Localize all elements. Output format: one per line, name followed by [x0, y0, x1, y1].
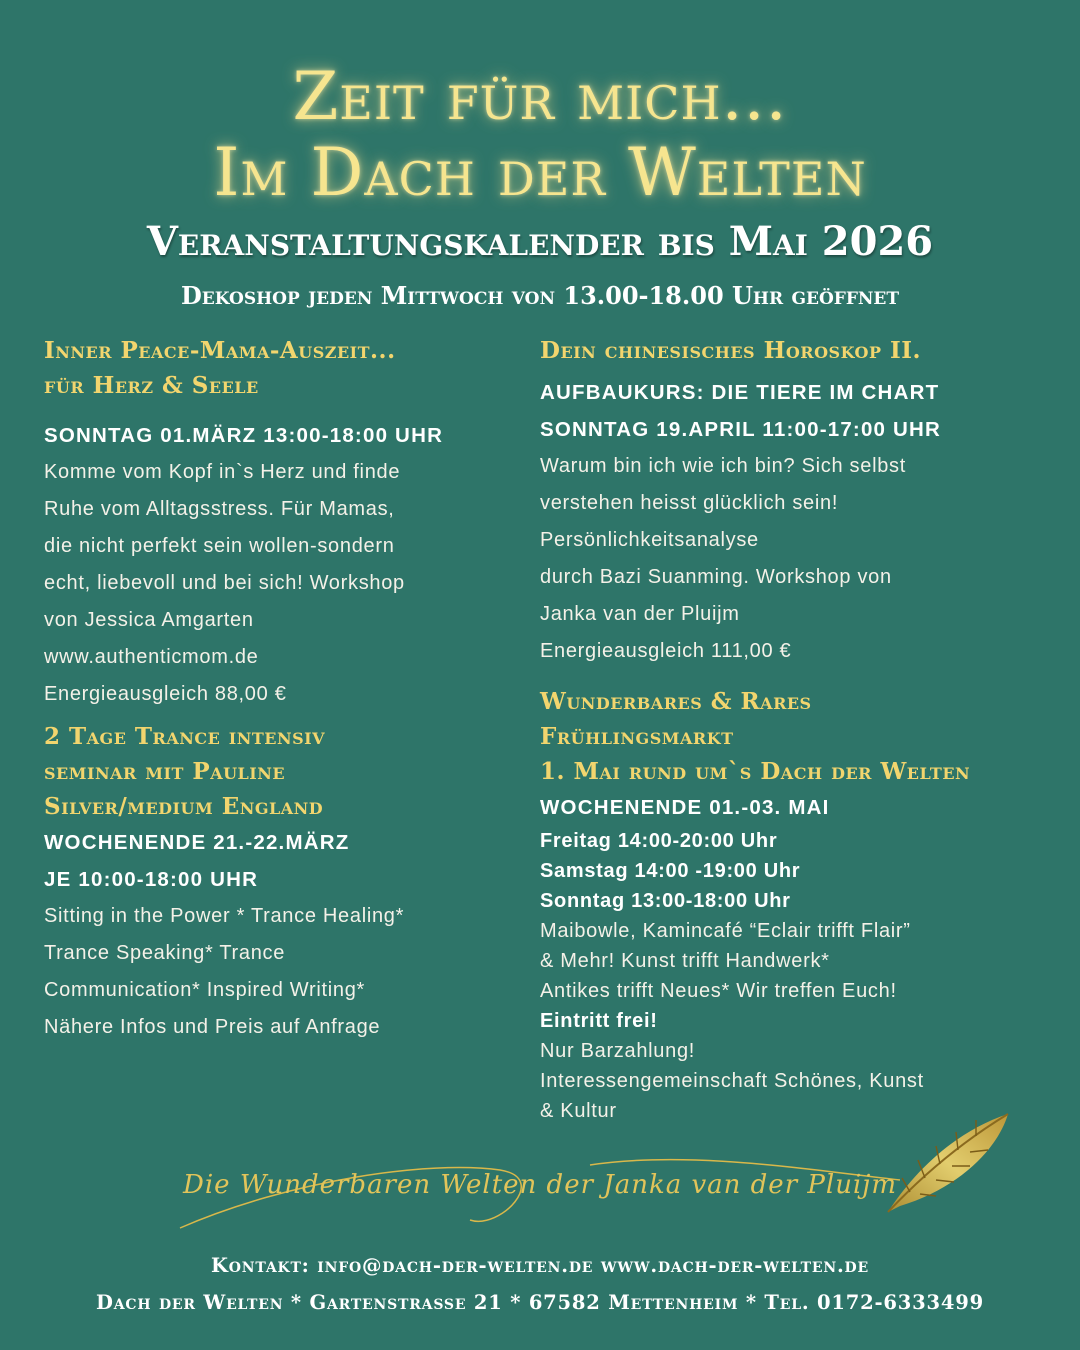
event-date: SONNTAG 01.MÄRZ 13:00-18:00 UHR [44, 424, 444, 447]
event-date: SONNTAG 19.APRIL 11:00-17:00 UHR [540, 418, 942, 441]
event-subtitle: AUFBAUKURS: DIE TIERE IM CHART [540, 381, 940, 404]
event-spring-market [540, 684, 1065, 1126]
address-line: Dach der Welten * Gartenstrasse 21 * 67582 Mettenheim * Tel. 0172-6333499 [96, 1291, 984, 1314]
event-inner-peace [44, 333, 516, 713]
left-column [44, 333, 516, 1046]
event-trance-seminar [44, 719, 516, 1046]
calendar-subtitle: Veranstaltungskalender bis Mai 2026 [146, 218, 934, 265]
signature: Die Wunderbaren Welten der Janka van der Pluijm [183, 1170, 897, 1200]
title-line-2: Im Dach der Welten [213, 134, 867, 211]
event-title: 2 Tage Trance intensiv seminar mit Pauline Silver/medium England [44, 723, 326, 820]
event-description: Warum bin ich wie ich bin? Sich selbst verstehen heisst glücklich sein! Persönlichkeitsanalyse durch Bazi Suanming. Workshop von Janka van der Pluijm Energieausgleich 111,00 € [540, 455, 906, 662]
entry-free: Eintritt frei! [540, 1010, 658, 1032]
title-line-1: Zeit für mich... [292, 58, 788, 135]
golden-feather-icon [880, 1108, 1020, 1218]
right-column [540, 333, 1065, 1126]
event-description: Komme vom Kopf in`s Herz und finde Ruhe vom Alltagsstress. Für Mamas, die nicht perfekt sein wollen-sondern echt, liebevoll und bei sich! Workshop von Jessica Amgarten www.authenticmom.de Energieausgleich 88,00 € [44, 461, 405, 705]
market-hours-saturday: Samstag 14:00 -19:00 Uhr [540, 860, 801, 882]
market-hours-sunday: Sonntag 13:00-18:00 Uhr [540, 890, 791, 912]
event-date: WOCHENENDE 21.-22.MÄRZ [44, 831, 350, 854]
shop-hours: Dekoshop jeden Mittwoch von 13.00-18.00 Uhr geöffnet [180, 281, 900, 310]
event-details: Freitag 14:00-20:00 Uhr Samstag 14:00 -19:00 Uhr Sonntag 13:00-18:00 Uhr Maibowle, Kamincafé “Eclair trifft Flair” & Mehr! Kunst trifft Handwerk* Antikes trifft Neues* Wir treffen Euch! Eintritt frei! Nur Barzahlung! Interessengemeinschaft Schönes, Kunst & Kultur [540, 826, 1065, 1126]
event-time: JE 10:00-18:00 UHR [44, 868, 259, 891]
event-title: Inner Peace-Mama-Auszeit... für Herz & Seele [44, 337, 396, 399]
market-hours-friday: Freitag 14:00-20:00 Uhr [540, 830, 778, 852]
contact-line: Kontakt: info@dach-der-welten.de www.dach-der-welten.de [211, 1254, 869, 1277]
event-chinese-horoscope [540, 333, 1065, 670]
event-date: WOCHENENDE 01.-03. MAI [540, 796, 830, 819]
event-title: Dein chinesisches Horoskop II. [540, 337, 922, 364]
event-description: Sitting in the Power * Trance Healing* Trance Speaking* Trance Communication* Inspired Writing* Nähere Infos und Preis auf Anfrage [44, 905, 405, 1038]
event-title: Wunderbares & Rares Frühlingsmarkt 1. Mai rund um`s Dach der Welten [540, 688, 971, 785]
